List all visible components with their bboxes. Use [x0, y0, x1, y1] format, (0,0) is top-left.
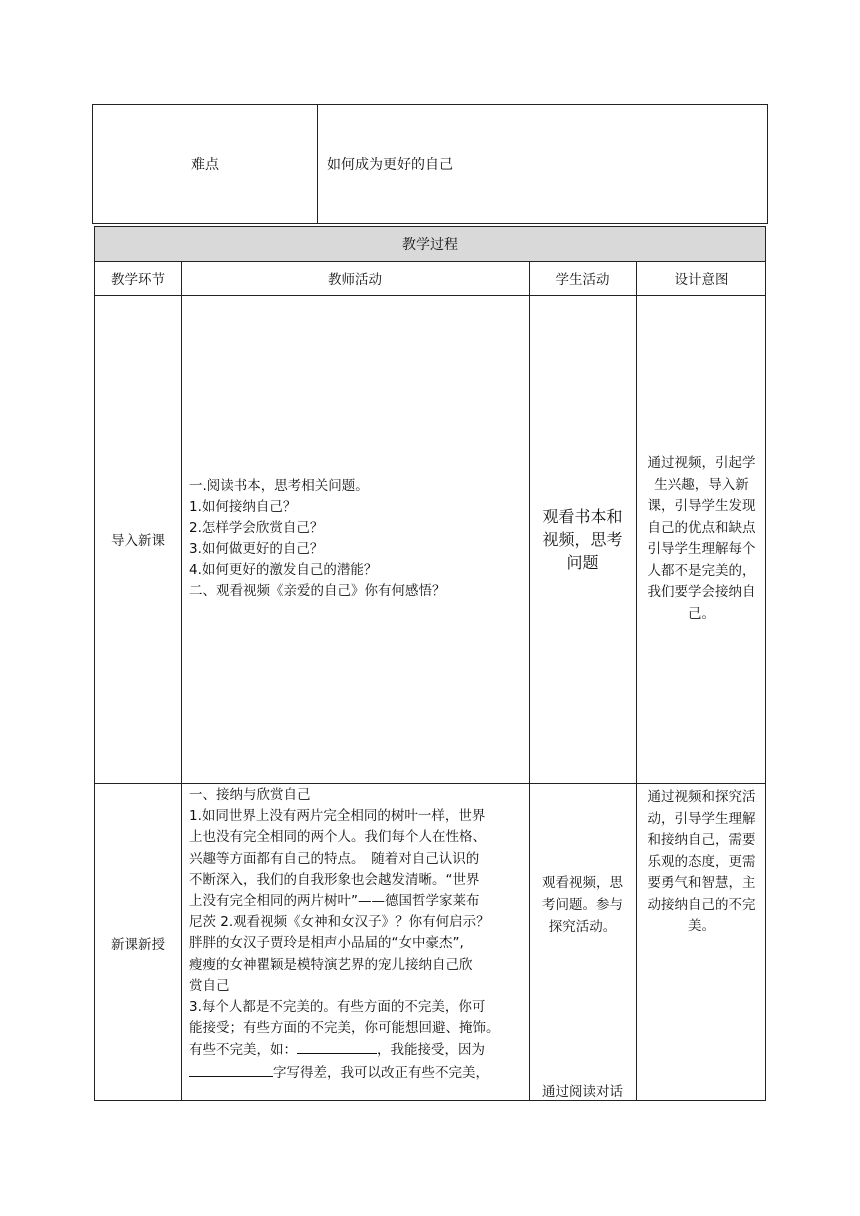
teacher-line: 上没有完全相同的两片树叶”——德国哲学家莱布 [189, 893, 480, 910]
column-header-stage: 教学环节 [111, 272, 165, 288]
blank-suffix: 字写得差，我可以改正有些不完美， [273, 1064, 489, 1081]
blank-prefix: 有些不完美，如： [189, 1042, 297, 1059]
difficulty-value: 如何成为更好的自己 [327, 157, 453, 173]
fill-in-blank [297, 1039, 377, 1054]
difficulty-table [92, 104, 768, 224]
teacher-line: 二、观看视频《亲爱的自己》你有何感悟？ [189, 583, 446, 599]
teacher-line: 尼茨 2.观看视频《女神和女汉子》？你有何启示？ [189, 914, 490, 931]
difficulty-label: 难点 [191, 157, 219, 173]
column-header-teacher: 教师活动 [328, 272, 382, 288]
teacher-line: 2.怎样学会欣赏自己？ [189, 520, 324, 536]
student-activity-intro: 观看书本和视频，思考问题 [542, 506, 623, 572]
teacher-line: 不断深入，我们的自我形象也会越发清晰。“世界 [189, 871, 480, 888]
teacher-line: 赏自己 [189, 977, 230, 994]
teacher-line-with-blank [189, 1039, 521, 1061]
column-header-intent: 设计意图 [674, 272, 729, 288]
teacher-line: 3.如何做更好的自己？ [189, 541, 324, 557]
teacher-line: 兴趣等方面都有自己的特点。 随着对自己认识的 [189, 850, 480, 867]
stage-intro: 导入新课 [111, 533, 165, 549]
teacher-activity-new [181, 783, 529, 1102]
teacher-line: 能接受；有些方面的不完美，你可能想回避、掩饰。 [189, 1020, 500, 1037]
teacher-line: 3.每个人都是不完美的。有些方面的不完美，你可 [189, 999, 486, 1016]
process-table [94, 226, 766, 1101]
design-intent-intro: 通过视频，引起学生兴趣，导入新课，引导学生发现 自己的优点和缺点引导学生理解每个人都不是完美的，我们要学会接纳自己。 [647, 455, 756, 622]
teacher-line-with-blank [189, 1062, 521, 1084]
teacher-line: 1.如何接纳自己？ [189, 499, 297, 515]
column-divider [317, 105, 318, 223]
blank-suffix: ，我能接受，因为 [377, 1042, 485, 1059]
teacher-line: 1.如同世界上没有两片完全相同的树叶一样，世界 [189, 808, 486, 825]
teacher-line: 4.如何更好的激发自己的潜能？ [189, 562, 378, 578]
stage-new-lesson: 新课新授 [111, 936, 165, 953]
teacher-line: 胖胖的女汉子贾玲是相声小品届的“女中豪杰”, [189, 935, 464, 952]
teacher-line: 瘦瘦的女神瞿颖是模特演艺界的宠儿接纳自己欣 [189, 956, 473, 973]
teacher-line: 上也没有完全相同的两个人。我们每个人在性格、 [189, 829, 486, 846]
column-header-student: 学生活动 [555, 272, 610, 288]
process-title: 教学过程 [95, 227, 765, 262]
student-activity-new-bottom: 通过阅读对话 [542, 1084, 623, 1100]
teacher-line: 一.阅读书本，思考相关问题。 [189, 478, 369, 494]
teacher-activity-intro [181, 295, 529, 783]
design-intent-new: 通过视频和探究活动，引导学生理解和接纳自己，需要乐观的态度，更需要勇气和智慧，主动接纳自己的不完美。 [647, 789, 756, 934]
student-activity-new: 观看视频，思考问题。参与探究活动。 [542, 875, 623, 935]
teacher-line: 一、接纳与欣赏自己 [189, 787, 311, 803]
fill-in-blank [189, 1062, 273, 1077]
